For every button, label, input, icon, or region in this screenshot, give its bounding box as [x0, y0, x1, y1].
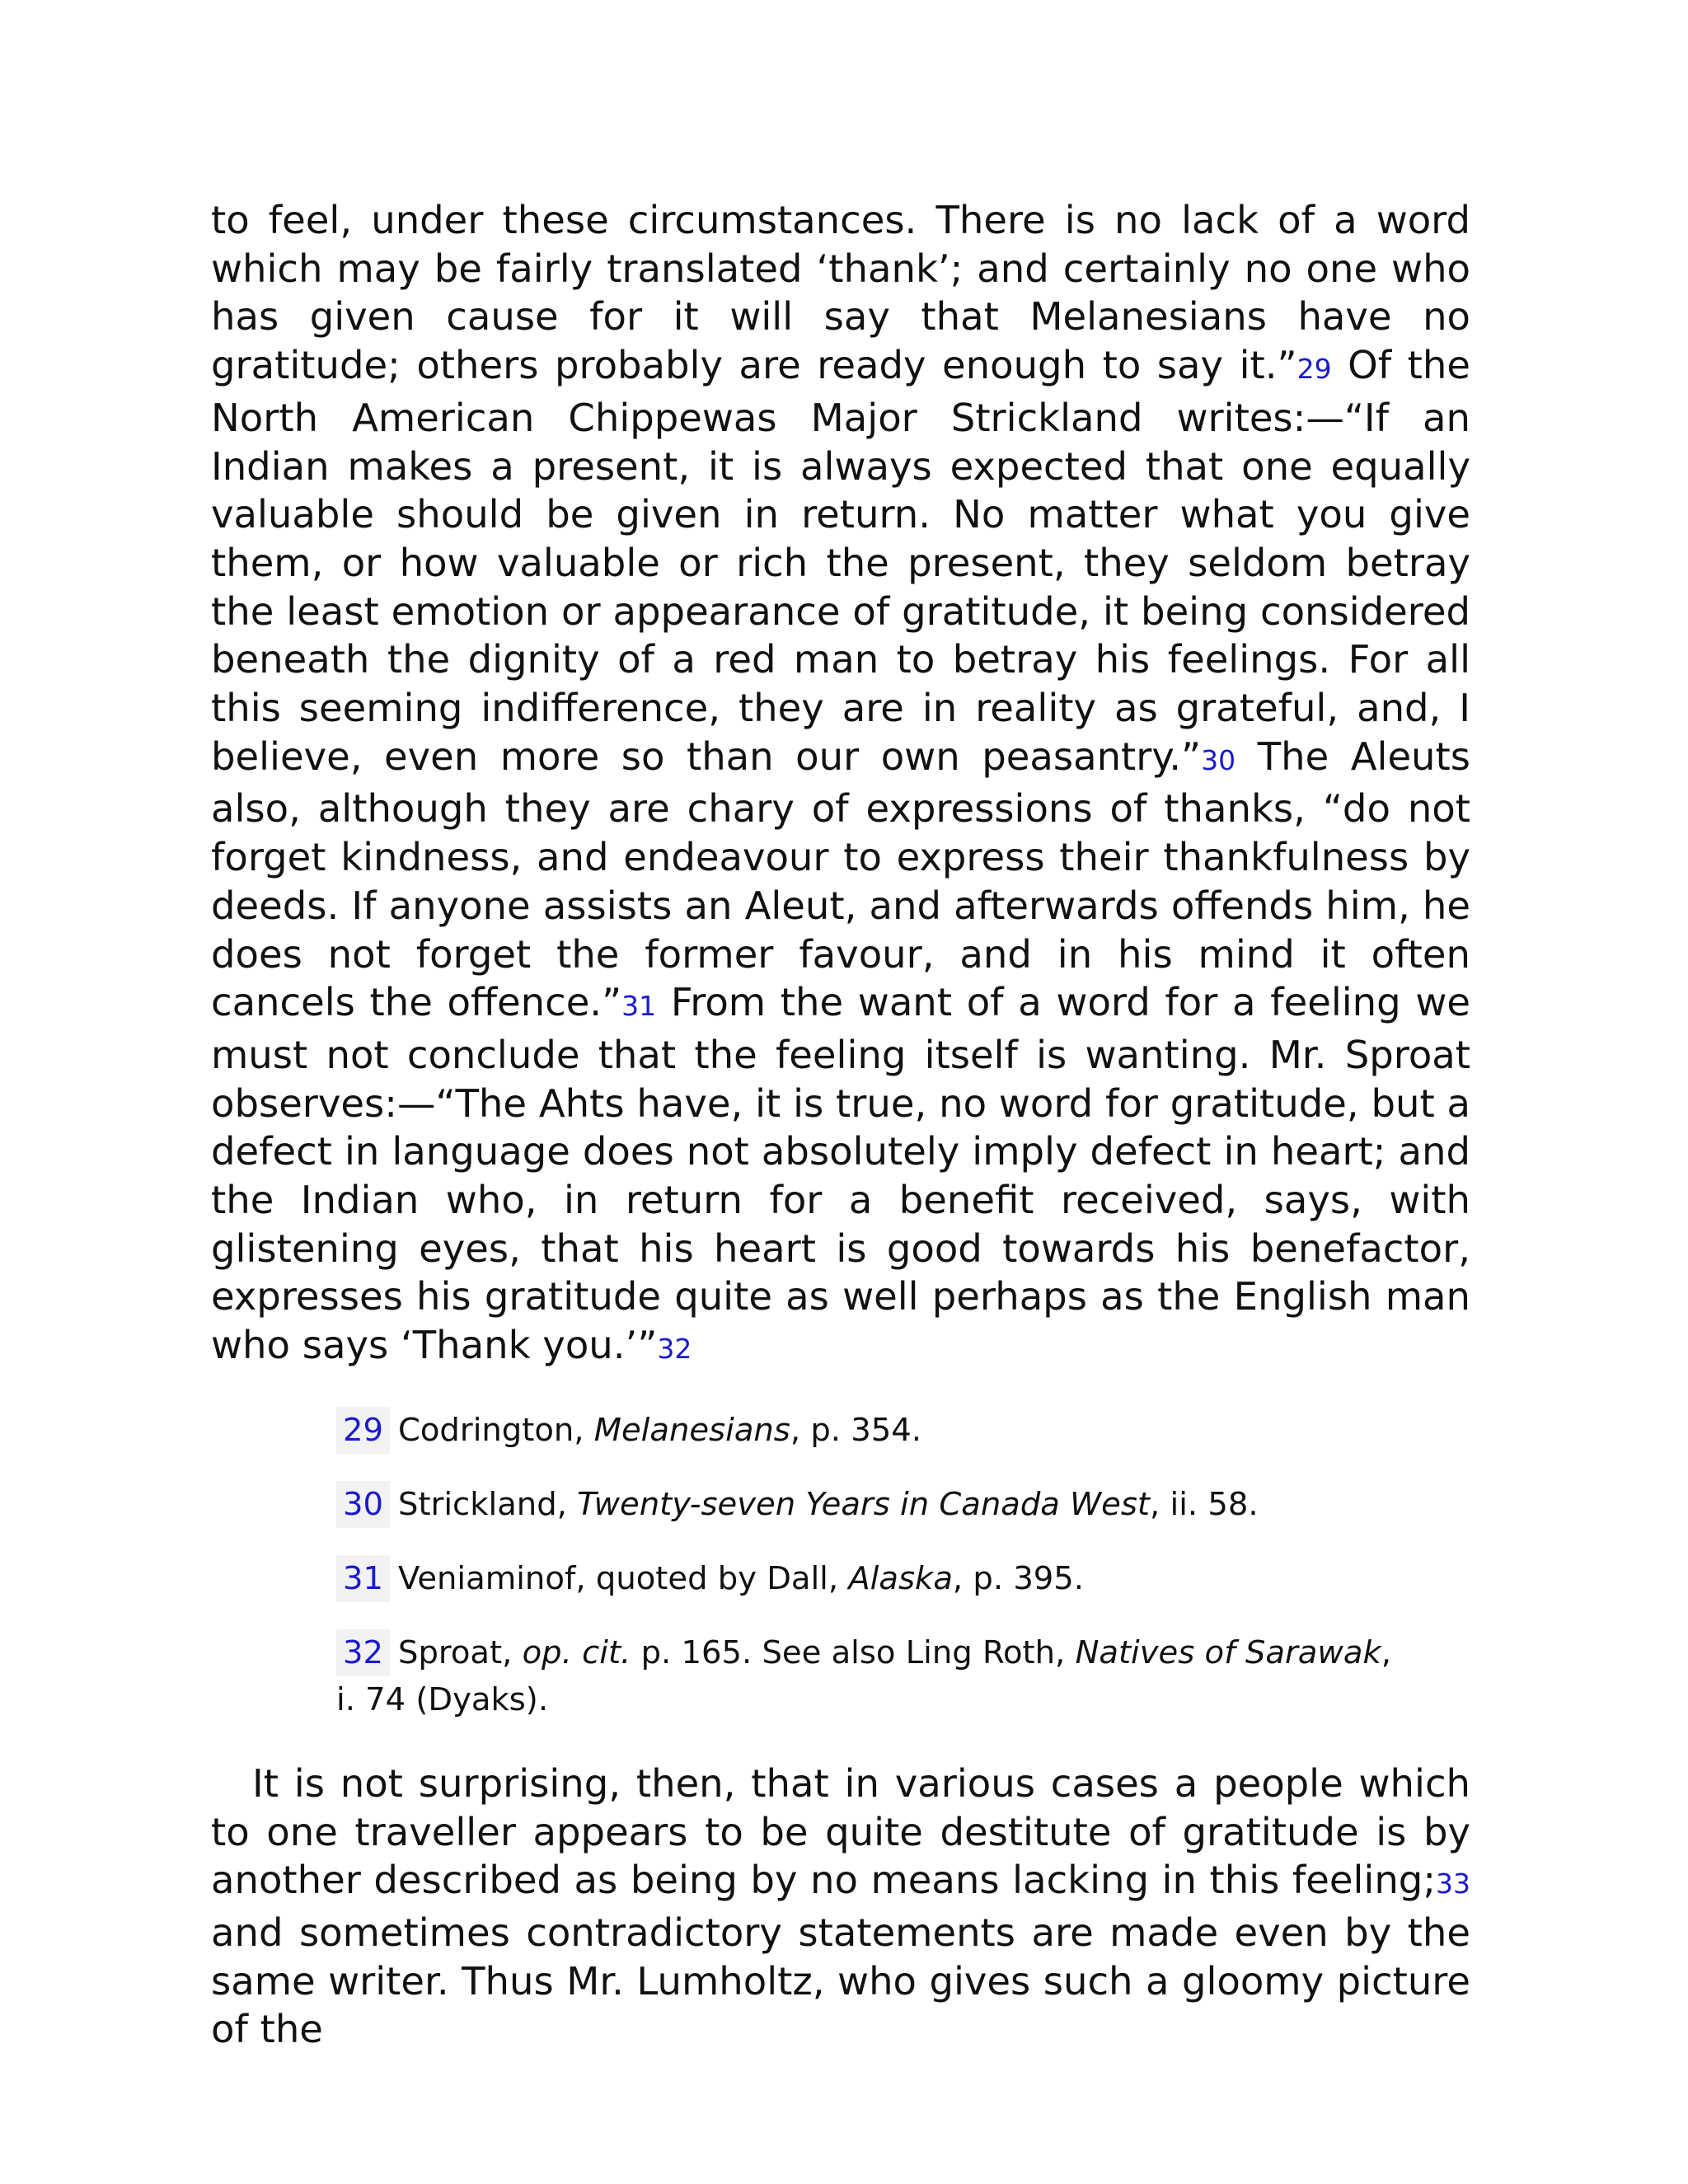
paragraph-text: From the want of a word for a feeling we must not conclude that the feeling itself is wanting. Mr. Sproat observes:—“The Ahts have, it is true, no word for gratitude, but a defect in language does not absolutely imply defect in heart; and the Indian who, in return for a benefit received, says, with glistening eyes, that his heart is good towards his benefactor, expresses his gratitude quite as well perhaps as the English man who says ‘Thank you.’”	[211, 980, 1470, 1368]
footnote-text: Strickland,	[398, 1485, 578, 1523]
footnote-source-title: op. cit.	[522, 1633, 631, 1671]
footnote-source-title: Twenty-seven Years in Canada West	[577, 1485, 1151, 1523]
footnote-32	[336, 1629, 1391, 1723]
footnote-29	[336, 1407, 1391, 1454]
footnote-text: Sproat,	[398, 1633, 523, 1671]
footnote-number-link[interactable]: 30	[336, 1481, 390, 1528]
footnote-30	[336, 1481, 1391, 1528]
body-paragraph	[211, 196, 1470, 1374]
footnote-number-link[interactable]: 29	[336, 1407, 390, 1454]
footnote-source-title: Melanesians	[593, 1411, 790, 1449]
footnote-number-link[interactable]: 31	[336, 1555, 390, 1602]
footnote-text: Veniaminof, quoted by Dall,	[398, 1559, 849, 1597]
footnotes-block	[211, 1407, 1391, 1723]
footnote-text: , p. 395.	[952, 1559, 1085, 1597]
footnote-reference-29[interactable]: 29	[1296, 353, 1332, 386]
paragraph-text: It is not surprising, then, that in various cases a people which to one traveller appears to be quite destitute of gratitude is by another described as being by no means lacking in this feeling;	[211, 1760, 1470, 1903]
footnote-text: , i. 74 (Dyaks).	[336, 1633, 1391, 1718]
footnote-text: Codrington,	[398, 1411, 594, 1449]
paragraph-text: Of the North American Chippewas Major Strickland writes:—“If an Indian makes a present, it is always expected that one equally valuable should be given in return. No matter what you give them, or how valuable or rich the present, they seldom betray the least emotion or appearance of gratitude, it being considered beneath the dignity of a red man to betray his feelings. For all this seeming indifference, they are in reality as grateful, and, I believe, even more so than our own peasantry.”	[211, 343, 1470, 779]
body-paragraph	[211, 1760, 1470, 2054]
footnote-31	[336, 1555, 1391, 1602]
paragraph-text: and sometimes contradictory statements are made even by the same writer. Thus Mr. Lumholtz, who gives such a gloomy picture of the	[211, 1910, 1470, 2052]
footnote-source-title: Natives of Sarawak	[1075, 1633, 1381, 1671]
footnote-reference-30[interactable]: 30	[1201, 743, 1236, 776]
footnote-text: p. 165. See also Ling Roth,	[631, 1633, 1076, 1671]
footnote-text: , p. 354.	[790, 1411, 921, 1449]
footnote-number-link[interactable]: 32	[336, 1629, 390, 1676]
footnote-text: , ii. 58.	[1150, 1485, 1259, 1523]
paragraph-text: to feel, under these circumstances. There is no lack of a word which may be fairly translated ‘thank’; and certainly no one who has given cause for it will say that Melanesians have no gratitude; others probably are ready enough to say it.”	[211, 198, 1470, 388]
paragraph-text: The Aleuts also, although they are chary of expressions of thanks, “do not forget kindness, and endeavour to express their thankfulness by deeds. If anyone assists an Aleut, and afterwards offends him, he does not forget the former favour, and in his mind it often cancels the offence.”	[211, 733, 1470, 1025]
footnote-reference-31[interactable]: 31	[621, 990, 657, 1023]
book-page-content	[211, 196, 1470, 2054]
footnote-reference-33[interactable]: 33	[1436, 1868, 1470, 1900]
footnote-source-title: Alaska	[848, 1559, 953, 1597]
footnote-reference-32[interactable]: 32	[657, 1333, 692, 1366]
